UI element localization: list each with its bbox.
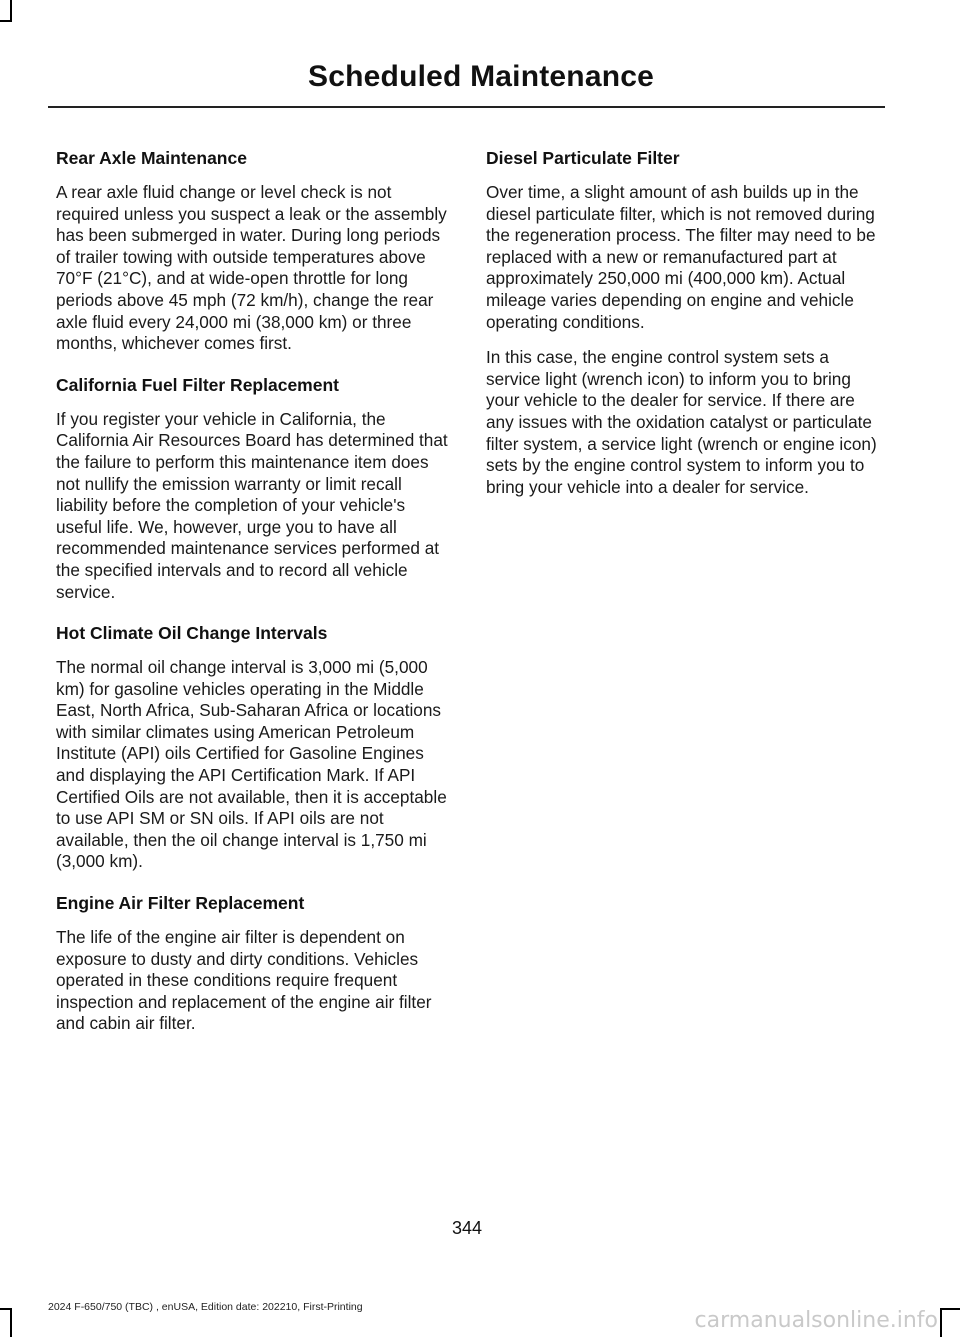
header-divider — [48, 106, 885, 108]
left-column — [56, 146, 452, 1053]
watermark: carmanualsonline.info — [694, 1308, 938, 1333]
section-heading: Engine Air Filter Replacement — [56, 893, 305, 914]
section-rear-axle-maintenance — [56, 146, 452, 355]
footer-edition-info: 2024 F-650/750 (TBC) , enUSA, Edition date: 202210, First-Printing — [48, 1301, 363, 1313]
section-heading: Diesel Particulate Filter — [486, 148, 680, 168]
section-paragraph: In this case, the engine control system sets a service light (wrench icon) to inform you to bring your vehicle to the dealer for service. If there are any issues with the oxidation catalyst or particulate filter system, a service light (wrench or engine icon) sets by the engine control system to inform you to bring your vehicle into a dealer for service. — [486, 347, 877, 497]
section-heading: Rear Axle Maintenance — [56, 148, 247, 168]
page-number: 344 — [451, 1218, 483, 1238]
crop-mark-bottom-left — [10, 1308, 12, 1337]
section-paragraph: The life of the engine air filter is dependent on exposure to dusty and dirty conditions. Vehicles operated in these conditions require frequent inspection and replacement of the engine air filter and cabin air filter. — [56, 927, 432, 1034]
section-paragraph: The normal oil change interval is 3,000 mi (5,000 km) for gasoline vehicles operating in the Middle East, North Africa, Sub-Saharan Africa or locations with similar climates using American Petroleum Institute (API) oils Certified for Gasoline Engines and displaying the API Certification Mark. If API Certified Oils are not available, then it is acceptable to use API SM or SN oils. If API oils are not available, then the oil change interval is 1,750 mi (3,000 km). — [56, 657, 447, 872]
crop-mark-top-left-h — [0, 20, 12, 22]
section-heading: Hot Climate Oil Change Intervals — [56, 623, 328, 644]
section-paragraph: If you register your vehicle in California, the California Air Resources Board has determined that the failure to perform this maintenance item does not nullify the emission warranty or limit recall liability before the completion of your vehicle's useful life. We, however, urge you to have all recommended maintenance services performed at the specified intervals and to record all vehicle service. — [56, 408, 448, 602]
section-diesel-particulate-filter — [486, 146, 884, 498]
section-california-fuel-filter — [56, 373, 452, 603]
crop-mark-top-left — [10, 0, 12, 22]
section-heading: California Fuel Filter Replacement — [56, 374, 339, 395]
section-paragraph: Over time, a slight amount of ash builds up in the diesel particulate filter, which is not removed during the regeneration process. The filter may need to be replaced with a new or remanufactured part at approximately 250,000 mi (400,000 km). Actual mileage varies depending on engine and vehicle operating conditions. — [486, 182, 876, 332]
crop-mark-bottom-left-h — [0, 1308, 12, 1310]
page-title: Scheduled Maintenance — [308, 60, 654, 93]
section-paragraph: A rear axle fluid change or level check is not required unless you suspect a leak or the assembly has been submerged in water. During long periods of trailer towing with outside temperatures above 70°F (21°C), and at wide-open throttle for long periods above 45 mph (72 km/h), change the rear axle fluid every 24,000 mi (38,000 km) or three months, whichever comes first. — [56, 182, 447, 354]
right-column — [486, 146, 884, 516]
crop-mark-bottom-right-h — [940, 1308, 960, 1310]
section-engine-air-filter — [56, 891, 452, 1035]
section-hot-climate-oil-change — [56, 621, 452, 873]
crop-mark-bottom-right — [940, 1308, 942, 1337]
